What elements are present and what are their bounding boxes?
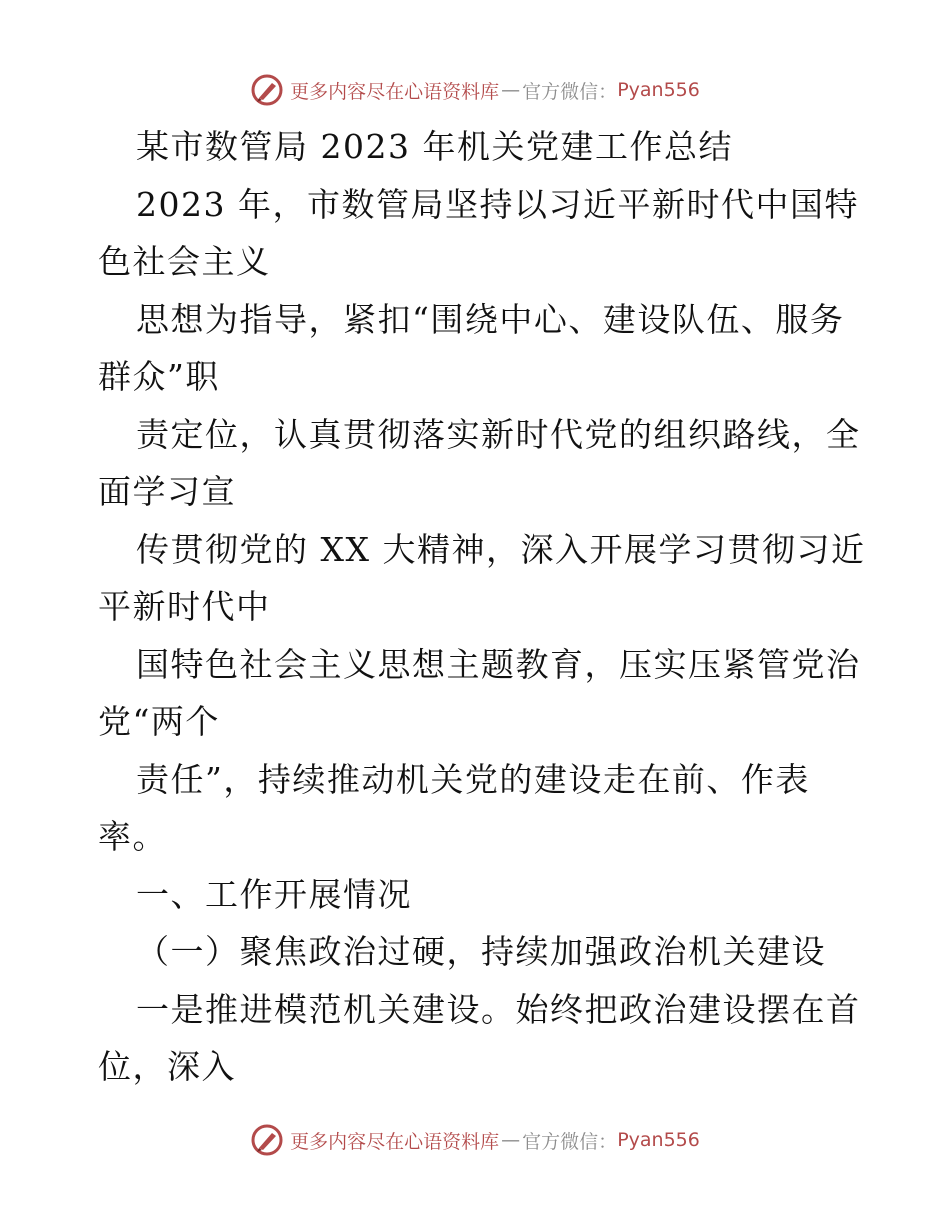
text-line: 一是推进模范机关建设。始终把政治建设摆在首 [136, 989, 861, 1029]
document-title: 某市数管局 2023 年机关党建工作总结 [136, 127, 733, 166]
text-line: 率。 [98, 817, 167, 856]
text-line: 党“两个 [98, 702, 220, 741]
text-line: 色社会主义 [98, 242, 271, 281]
text-line: 国特色社会主义思想主题教育，压实压紧管党治 [136, 644, 861, 684]
section-heading: 一、工作开展情况 [136, 874, 412, 914]
text-line: 位，深入 [98, 1047, 236, 1086]
watermark-separator: — [501, 1129, 521, 1151]
text-line: 2023 年，市数管局坚持以习近平新时代中国特 [136, 184, 859, 224]
text-line: 平新时代中 [98, 587, 271, 626]
watermark-label: 官方微信： [522, 1130, 618, 1153]
watermark-id: Pyan556 [617, 79, 700, 101]
pen-logo-icon [250, 73, 284, 107]
text-line: 面学习宣 [98, 472, 236, 511]
text-line: 思想为指导，紧扣“围绕中心、建设队伍、服务 [136, 299, 845, 339]
watermark-id: Pyan556 [617, 1129, 700, 1151]
watermark-label: 官方微信： [522, 80, 618, 103]
watermark-text: 更多内容尽在心语资料库 [290, 1130, 500, 1153]
subsection-heading: （一）聚焦政治过硬，持续加强政治机关建设 [136, 932, 826, 971]
text-line: 传贯彻党的 XX 大精神，深入开展学习贯彻习近 [136, 529, 866, 569]
watermark-separator: — [501, 79, 521, 101]
text-line: 责定位，认真贯彻落实新时代党的组织路线，全 [136, 414, 861, 454]
header-watermark [0, 70, 950, 110]
watermark-text: 更多内容尽在心语资料库 [290, 80, 500, 103]
text-line: 群众”职 [98, 357, 220, 396]
document-body [98, 118, 866, 1096]
pen-logo-icon [250, 1123, 284, 1157]
text-line: 责任”，持续推动机关党的建设走在前、作表 [136, 759, 810, 799]
footer-watermark [0, 1120, 950, 1160]
